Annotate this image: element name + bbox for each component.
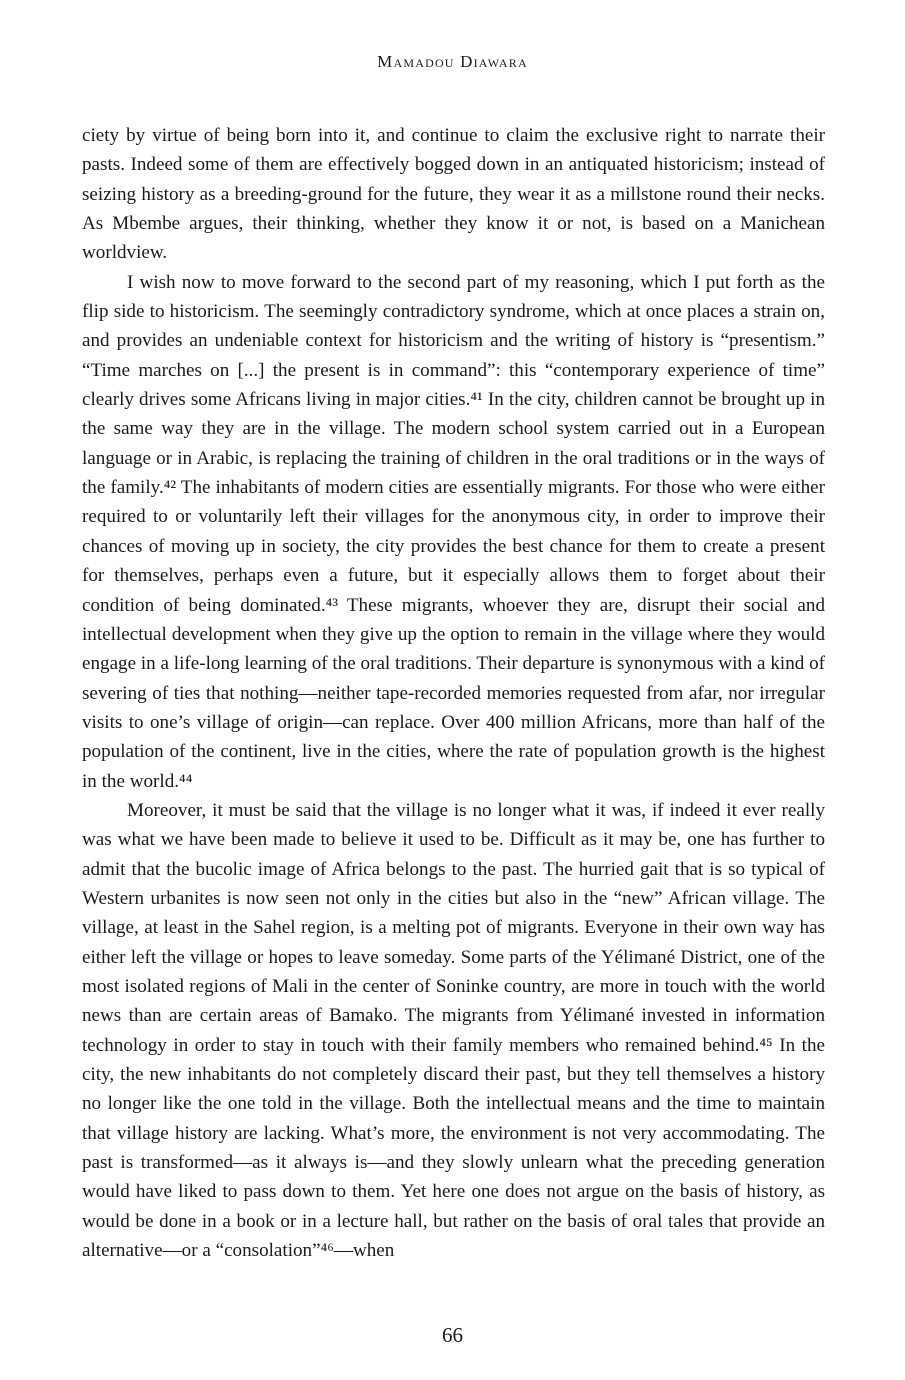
paragraph-continuation: ciety by virtue of being born into it, and continue to claim the exclusive right to narrate their pasts. Indeed some of them are effectively bogged down in an antiquated historicism; instead of seizing history as a breeding-ground for the future, they wear it as a millstone round their necks. As Mbembe argues, their thinking, whether they know it or not, is based on a Manichean worldview. bbox=[82, 125, 825, 264]
page-number: 66 bbox=[442, 1323, 463, 1347]
body-text bbox=[82, 121, 825, 1265]
running-head: Mamadou Diawara bbox=[377, 52, 528, 71]
paragraph-village: Moreover, it must be said that the village is no longer what it was, if indeed it ever really was what we have been made to believe it used to be. Difficult as it may be, one has further to admit that the bucolic image of Africa belongs to the past. The hurried gait that is so typical of Western urbanites is now seen not only in the cities but also in the “new” African village. The village, at least in the Sahel region, is a melting pot of migrants. Everyone in their own way has either left the village or hopes to leave someday. Some parts of the Yélimané District, one of the most isolated regions of Mali in the center of Soninke country, are more in touch with the world news than are certain areas of Bamako. The migrants from Yélimané invested in information technology in order to stay in touch with their family members who remained behind.⁴⁵ In the city, the new inhabitants do not completely discard their past, but they tell themselves a history no longer like the one told in the village. Both the intellectual means and the time to maintain that village history are lacking. What’s more, the environment is not very accommodating. The past is transformed—as it always is—and they slowly unlearn what the preceding generation would have liked to pass down to them. Yet here one does not argue on the basis of history, as would be done in a book or in a lecture hall, but rather on the basis of oral tales that provide an alternative—or a “consolation”⁴⁶—when bbox=[82, 799, 825, 1262]
paragraph-presentism: I wish now to move forward to the second part of my reasoning, which I put forth as the flip side to historicism. The seemingly contradictory syndrome, which at once places a strain on, and provides an undeniable context for historicism and the writing of history is “presentism.” “Time marches on [...] the present is in command”: this “contemporary experience of time” clearly drives some Africans living in major cities.⁴¹ In the city, children cannot be brought up in the same way they are in the village. The modern school system carried out in a European language or in Arabic, is replacing the training of children in the oral traditions or in the ways of the family.⁴² The inhabitants of modern cities are essentially migrants. For those who were either required to or voluntarily left their villages for the anonymous city, in order to improve their chances of moving up in society, the city provides the best chance for them to create a present for themselves, perhaps even a future, but it especially allows them to forget about their condition of being dominated.⁴³ These migrants, whoever they are, disrupt their social and intellectual development when they give up the option to remain in the village where they would engage in a life-long learning of the oral traditions. Their departure is synonymous with a kind of severing of ties that nothing—neither tape-recorded memories requested from afar, nor irregular visits to one’s village of origin—can replace. Over 400 million Africans, more than half of the population of the continent, live in the cities, where the rate of population growth is the highest in the world.⁴⁴ bbox=[82, 271, 825, 792]
